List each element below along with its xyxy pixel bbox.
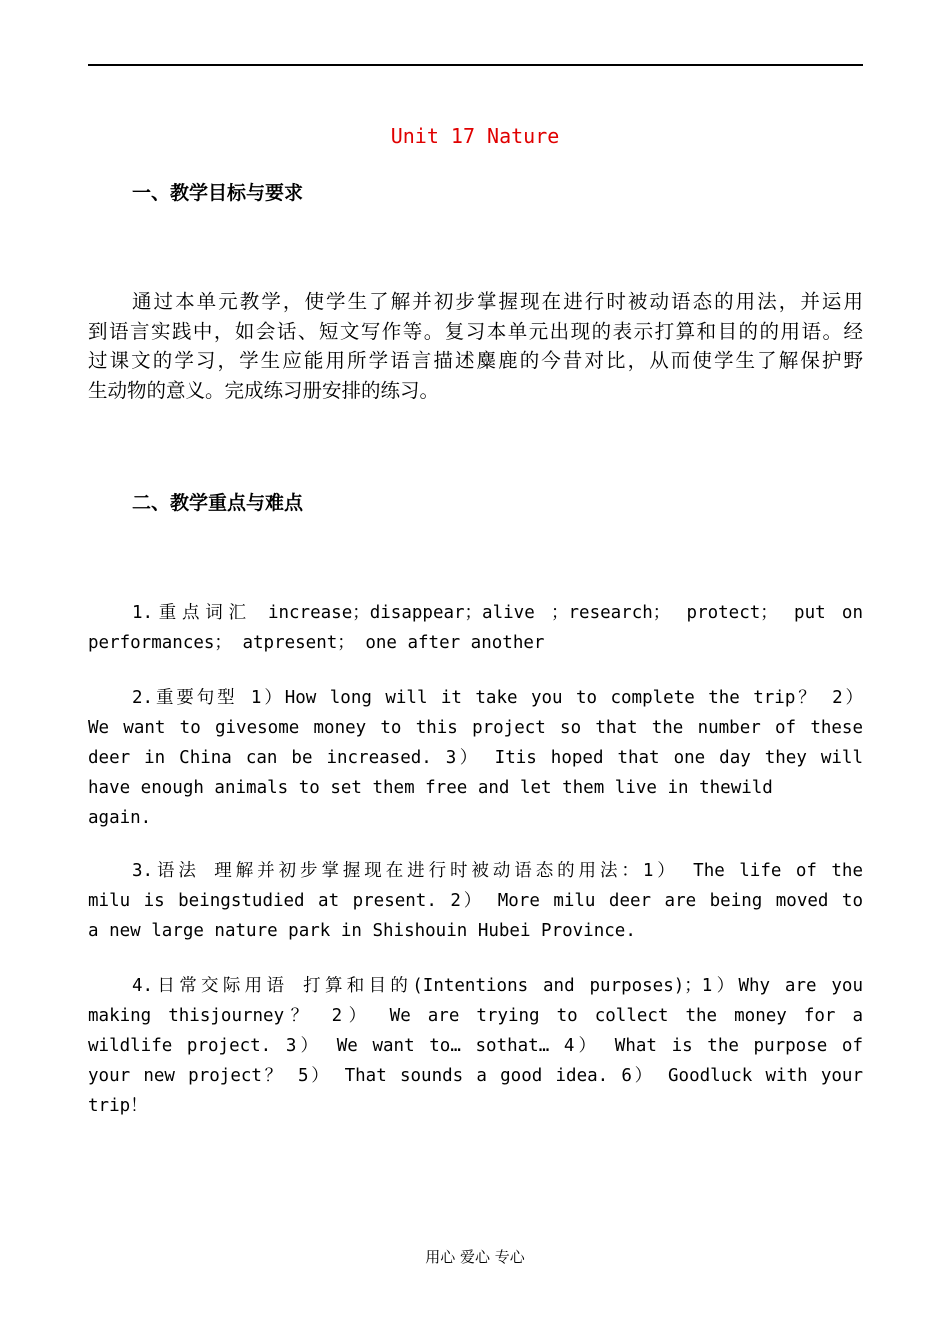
paragraph-line: 4.日常交际用语 打算和目的(Intentions and purposes)；1）Why are you <box>132 976 863 996</box>
paragraph-line: have enough animals to set them free and let them live in thewild <box>88 778 773 798</box>
paragraph-line: 3.语法 理解并初步掌握现在进行时被动语态的用法：1） The life of the <box>132 861 863 881</box>
paragraph-line: 通过本单元教学，使学生了解并初步掌握现在进行时被动语态的用法，并运用 <box>132 290 863 313</box>
paragraph-line: making thisjourney？ 2） We are trying to collect the money for a <box>88 1006 863 1026</box>
item-daily-expressions <box>88 971 863 1121</box>
paragraph-line: your new project？ 5） That sounds a good idea. 6） Goodluck with your <box>88 1066 863 1086</box>
paragraph-line: 到语言实践中，如会话、短文写作等。复习本单元出现的表示打算和目的的用语。经 <box>88 319 863 343</box>
paragraph-line: again. <box>88 808 152 828</box>
paragraph-line: We want to givesome money to this project so that the number of these <box>88 718 863 738</box>
paragraph-line: milu is beingstudied at present. 2） More milu deer are being moved to <box>88 891 863 911</box>
section1-heading: 一、教学目标与要求 <box>132 182 304 204</box>
header-rule <box>88 64 863 66</box>
paragraph-line: 1.重点词汇 increase；disappear；alive ；research； protect； put on <box>132 603 863 623</box>
paragraph-line: 生动物的意义。完成练习册安排的练习。 <box>88 378 440 402</box>
item-key-sentences <box>88 683 863 833</box>
page-footer: 用心 爱心 专心 <box>425 1248 525 1266</box>
paragraph-line: 过课文的学习，学生应能用所学语言描述麋鹿的今昔对比，从而使学生了解保护野 <box>88 349 863 372</box>
paragraph-line: deer in China can be increased. 3） Itis hoped that one day they will <box>88 748 863 768</box>
paragraph-line: performances； atpresent； one after another <box>88 633 545 653</box>
item-grammar <box>88 856 863 946</box>
paragraph-line: 2.重要句型 1）How long will it take you to complete the trip？ 2） <box>132 688 863 708</box>
document-title: Unit 17 Nature <box>390 124 560 148</box>
paragraph-line: trip！ <box>88 1096 148 1116</box>
paragraph-line: a new large nature park in Shishouin Hubei Province. <box>88 921 636 941</box>
item-key-vocabulary <box>88 598 863 658</box>
paragraph-line: wildlife project. 3） We want to… sothat… 4） What is the purpose of <box>88 1036 863 1056</box>
section2-heading: 二、教学重点与难点 <box>132 492 304 514</box>
section1-paragraph <box>88 287 863 405</box>
